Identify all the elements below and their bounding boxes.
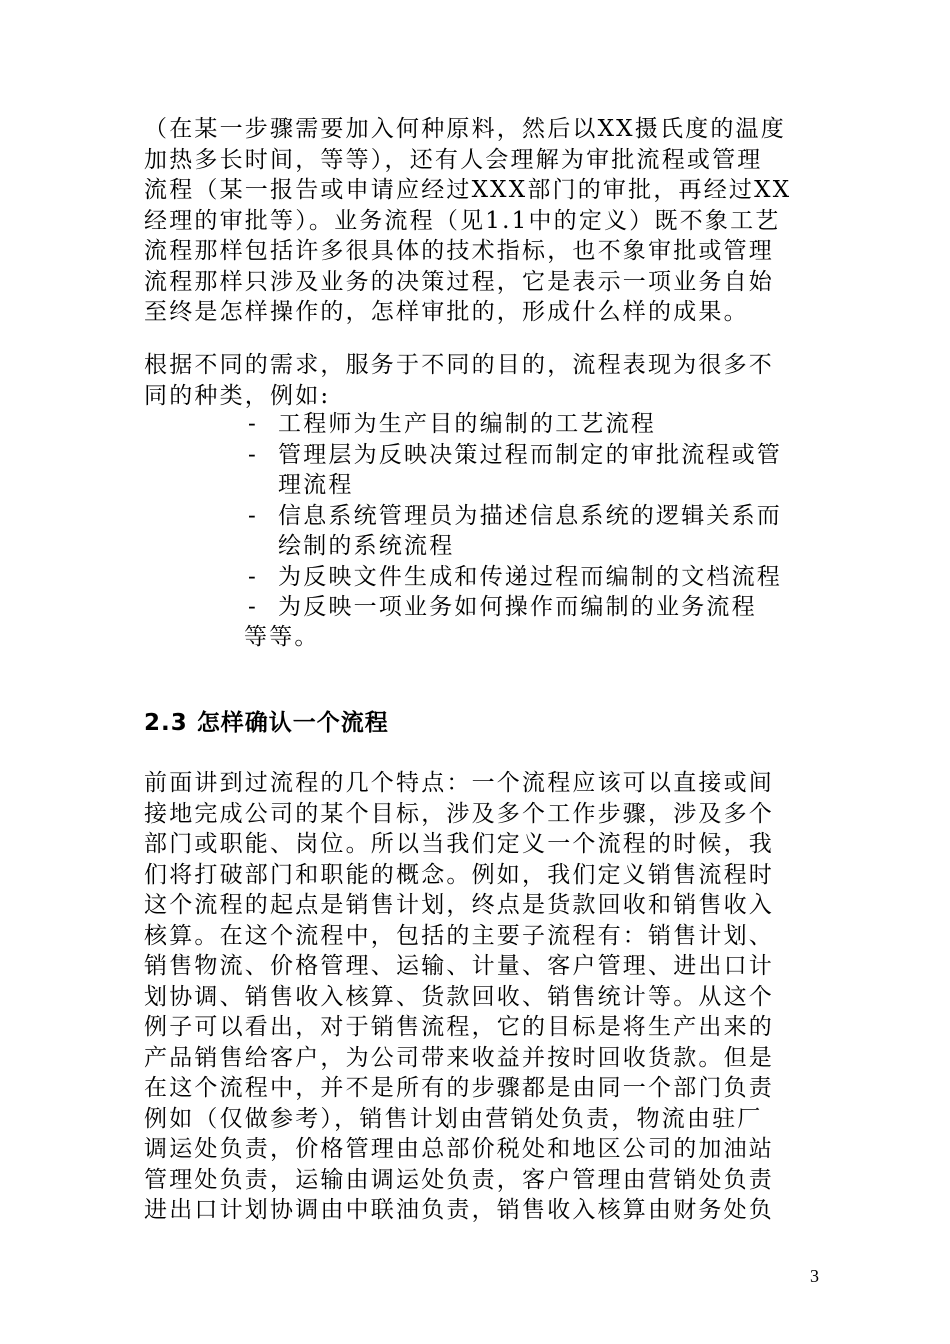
list-item	[244, 409, 782, 440]
section-heading: 2.3 怎样确认一个流程	[144, 710, 389, 736]
text-line: 加热多长时间，等等），还有人会理解为审批流程或管理	[144, 146, 763, 173]
text-line: 同的种类，例如:	[144, 382, 331, 409]
list-dash: -	[248, 594, 258, 620]
paragraph-process-categories	[144, 350, 808, 411]
paragraph-identify-process	[144, 768, 808, 1226]
text-line: 至终是怎样操作的，怎样审批的，形成什么样的成果。	[144, 299, 749, 325]
list-dash: -	[248, 502, 258, 529]
text-line: 进出口计划协调由中联油负责，销售收入核算由财务处负	[144, 1197, 774, 1223]
text-line: 产品销售给客户，为公司带来收益并按时回收货款。但是	[144, 1044, 774, 1071]
text-line: （在某一步骤需要加入何种原料，然后以XX摄氏度的温度	[144, 116, 786, 142]
text-line: 销售物流、价格管理、运输、计量、客户管理、进出口计	[144, 953, 774, 979]
text-line: 经理的审批等）。业务流程（见1.1中的定义）既不象工艺	[144, 207, 781, 234]
list-dash: -	[248, 411, 258, 437]
text-line: 接地完成公司的某个目标，涉及多个工作步骤，涉及多个	[144, 800, 774, 827]
list-item-text: 绘制的系统流程	[278, 533, 455, 559]
list-item-text: 信息系统管理员为描述信息系统的逻辑关系而	[278, 502, 782, 529]
list-dash: -	[248, 563, 258, 590]
list-closing-text: 等等。	[244, 624, 320, 650]
text-line: 核算。在这个流程中，包括的主要子流程有：销售计划、	[144, 922, 774, 949]
list-item	[244, 501, 782, 562]
text-line: 们将打破部门和职能的概念。例如，我们定义销售流程时	[144, 861, 774, 888]
list-item	[244, 440, 782, 501]
text-line: 管理处负责，运输由调运处负责，客户管理由营销处负责	[144, 1166, 774, 1193]
list-item-text: 为反映一项业务如何操作而编制的业务流程	[278, 594, 757, 620]
page-number: 3	[810, 1266, 819, 1286]
text-line: 流程（某一报告或申请应经过XXX部门的审批，再经过XX	[144, 177, 792, 203]
list-item	[244, 562, 782, 593]
text-line: 部门或职能、岗位。所以当我们定义一个流程的时候，我	[144, 831, 774, 857]
process-type-list	[244, 409, 782, 623]
text-line: 在这个流程中，并不是所有的步骤都是由同一个部门负责	[144, 1075, 774, 1101]
list-item	[244, 592, 782, 623]
text-line: 根据不同的需求，服务于不同的目的，流程表现为很多不	[144, 352, 774, 378]
text-line: 这个流程的起点是销售计划，终点是货款回收和销售收入	[144, 892, 774, 918]
list-item-text: 为反映文件生成和传递过程而编制的文档流程	[278, 563, 782, 590]
list-item-text: 管理层为反映决策过程而制定的审批流程或管	[278, 441, 782, 468]
text-line: 调运处负责，价格管理由总部价税处和地区公司的加油站	[144, 1136, 774, 1162]
text-line: 流程那样只涉及业务的决策过程，它是表示一项业务自始	[144, 268, 774, 295]
text-line: 划协调、销售收入核算、货款回收、销售统计等。从这个	[144, 983, 774, 1010]
text-line: 流程那样包括许多很具体的技术指标，也不象审批或管理	[144, 238, 774, 264]
list-dash: -	[248, 441, 258, 468]
list-item-text: 工程师为生产目的编制的工艺流程	[278, 411, 656, 437]
text-line: 前面讲到过流程的几个特点：一个流程应该可以直接或间	[144, 770, 774, 796]
list-item-text: 理流程	[278, 472, 354, 498]
text-line: 例如（仅做参考），销售计划由营销处负责，物流由驻厂	[144, 1105, 763, 1132]
text-line: 例子可以看出，对于销售流程，它的目标是将生产出来的	[144, 1014, 774, 1040]
paragraph-process-types-intro	[144, 114, 808, 328]
